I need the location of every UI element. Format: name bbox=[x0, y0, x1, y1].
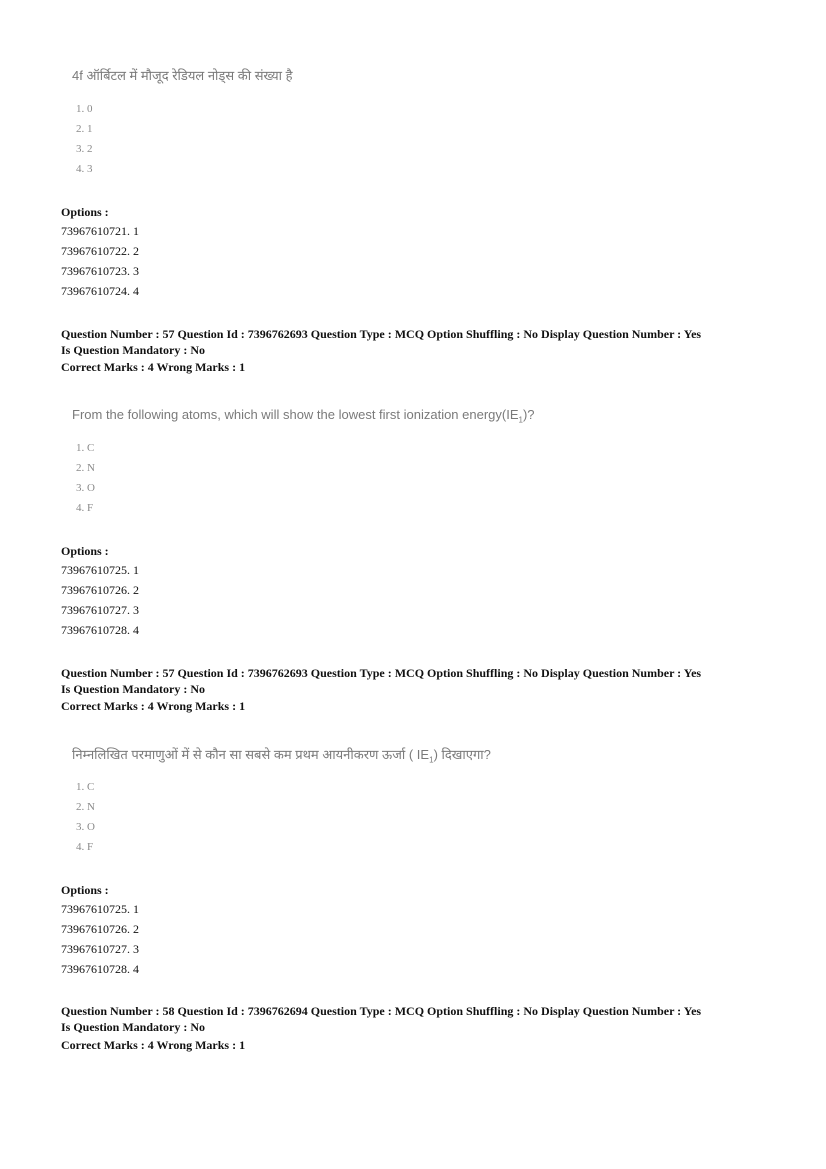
question-choice: 3. 2 bbox=[76, 143, 93, 155]
question-choice: 1. 0 bbox=[76, 103, 93, 115]
question-mandatory: Is Question Mandatory : No bbox=[61, 1020, 206, 1034]
option-row: 73967610728. 4 bbox=[61, 623, 139, 637]
option-row: 73967610725. 1 bbox=[61, 902, 139, 916]
question-stem: From the following atoms, which will show the lowest first ionization $energy(IE_1)$? bbox=[72, 407, 535, 425]
question-marks: Correct Marks : 4 Wrong Marks : 1 bbox=[61, 360, 246, 374]
option-row: 73967610725. 1 bbox=[61, 563, 139, 577]
option-row: 73967610721. 1 bbox=[61, 224, 139, 238]
options-title: Options : bbox=[61, 883, 109, 897]
question-choice: 1. C bbox=[76, 781, 95, 793]
question-meta-line: Question Number : 57 Question Id : 7396762693 Question Type : MCQ Option Shuffling : No Display Question Number : Yes bbox=[61, 666, 702, 680]
option-row: 73967610722. 2 bbox=[61, 244, 139, 258]
question-stem: निम्नलिखित परमाणुओं में से कौन सा सबसे कम प्रथम आयनीकरण ऊर्जा ( $IE_1$) दिखाएगा? bbox=[72, 747, 491, 765]
question-choice: 4. F bbox=[76, 841, 94, 853]
question-choice: 3. O bbox=[76, 482, 95, 494]
option-row: 73967610723. 3 bbox=[61, 264, 139, 278]
question-choice: 3. O bbox=[76, 821, 95, 833]
question-choice: 4. F bbox=[76, 502, 94, 514]
option-row: 73967610726. 2 bbox=[61, 583, 139, 597]
question-choice: 2. N bbox=[76, 462, 95, 474]
question-choice: 1. C bbox=[76, 442, 95, 454]
option-row: 73967610724. 4 bbox=[61, 284, 139, 298]
question-choice: 2. 1 bbox=[76, 123, 93, 135]
option-row: 73967610726. 2 bbox=[61, 922, 139, 936]
options-title: Options : bbox=[61, 544, 109, 558]
option-row: 73967610727. 3 bbox=[61, 603, 139, 617]
question-meta-line: Question Number : 58 Question Id : 7396762694 Question Type : MCQ Option Shuffling : No Display Question Number : Yes bbox=[61, 1004, 702, 1018]
question-mandatory: Is Question Mandatory : No bbox=[61, 343, 206, 357]
question-meta-line: Question Number : 57 Question Id : 7396762693 Question Type : MCQ Option Shuffling : No Display Question Number : Yes bbox=[61, 327, 702, 341]
question-choice: 4. 3 bbox=[76, 163, 93, 175]
question-mandatory: Is Question Mandatory : No bbox=[61, 682, 206, 696]
question-marks: Correct Marks : 4 Wrong Marks : 1 bbox=[61, 699, 246, 713]
option-row: 73967610727. 3 bbox=[61, 942, 139, 956]
question-image bbox=[72, 66, 293, 84]
question-marks: Correct Marks : 4 Wrong Marks : 1 bbox=[61, 1038, 246, 1052]
question-image bbox=[72, 407, 535, 425]
question-choice: 2. N bbox=[76, 801, 95, 813]
option-row: 73967610728. 4 bbox=[61, 962, 139, 976]
question-stem: 4f ऑर्बिटल में मौजूद रेडियल नोड्स की संख्या है bbox=[72, 68, 293, 83]
question-image bbox=[72, 745, 491, 765]
options-title: Options : bbox=[61, 205, 109, 219]
